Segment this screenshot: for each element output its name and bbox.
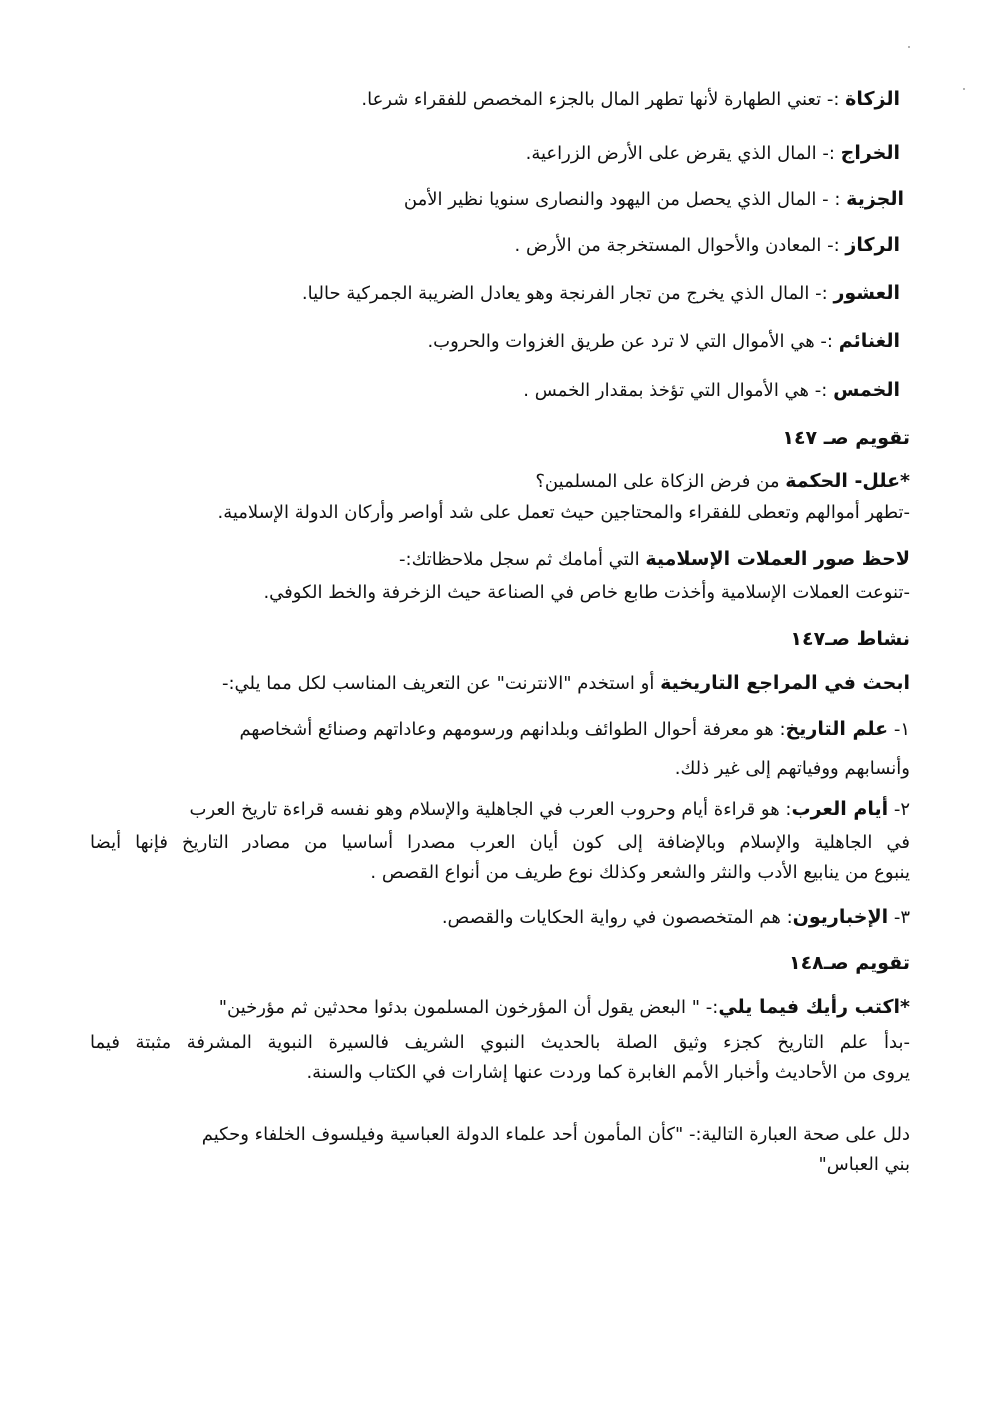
activity-keyword: ابحث في المراجع التاريخية: [660, 672, 910, 694]
question-opinion: [219, 994, 910, 1021]
item-number: ٣-: [888, 907, 910, 928]
question-text: من فرض الزكاة على المسلمين؟: [535, 471, 786, 492]
definition-term: الزكاة: [845, 88, 900, 110]
definition-jizya: [404, 186, 904, 213]
section-heading-activity-147: نشاط صـ١٤٧: [790, 628, 910, 650]
question-keyword: الحكمة: [785, 470, 848, 492]
definition-term: الخراج: [840, 142, 900, 164]
definition-text: : - المال الذي يحصل من اليهود والنصارى سنويا نظير الأمن: [403, 189, 841, 210]
activity-text: أو استخدم "الانترنت" عن التعريف المناسب لكل مما يلي:-: [221, 673, 661, 694]
answer-opinion-line-2: يروى من الأحاديث وأخبار الأمم الغابرة كما وردت عنها إشارات في الكتاب والسنة.: [306, 1062, 910, 1083]
definition-term: الخمس: [833, 379, 900, 401]
activity-item-1-line-2: وأنسابهم ووفياتهم إلى غير ذلك.: [674, 758, 910, 779]
question-keyword: لاحظ صور العملات الإسلامية: [645, 548, 910, 570]
item-text: : هو معرفة أحوال الطوائف وبلدانهم ورسومهم وعاداتهم وصنائع أشخاصهم: [239, 719, 786, 740]
question-text: :- " البعض يقول أن المؤرخون المسلمون بدئوا محدثين ثم مؤرخين": [218, 997, 719, 1018]
activity-item-2-line-2: في الجاهلية والإسلام وبالإضافة إلى كون أيان العرب مصدرا أساسيا من مصادر التاريخ فإنها أيضا: [90, 832, 910, 853]
definition-text: :- المعادن والأحوال المستخرجة من الأرض .: [514, 235, 840, 256]
definition-text: :- المال الذي يقرض على الأرض الزراعية.: [525, 143, 835, 164]
question-coins: [399, 546, 910, 573]
definition-term: الغنائم: [838, 330, 900, 352]
scan-speck: [963, 88, 965, 90]
activity-item-3: [442, 904, 910, 931]
activity-item-2-line-1: [190, 796, 911, 823]
question-keyword: *اكتب رأيك فيما يلي: [718, 996, 910, 1018]
item-number: ٢-: [888, 799, 910, 820]
definition-term: الجزية: [846, 188, 904, 210]
item-text: : هو قراءة أيام وحروب العرب في الجاهلية والإسلام وهو نفسه قراءة تاريخ العرب: [189, 799, 792, 820]
question-prove-line-1: دلل على صحة العبارة التالية:- "كأن المأمون أحد علماء الدولة العباسية وفيلسوف الخلفاء وحكيم: [201, 1124, 910, 1145]
definition-kharaj: [526, 140, 900, 167]
section-heading-eval-147: تقويم صـ ١٤٧: [782, 427, 910, 449]
activity-item-2-line-3: ينبوع من ينابيع الأدب والنثر والشعر وكذلك نوع طريف من أنواع القصص .: [370, 862, 910, 883]
answer-coins: -تنوعت العملات الإسلامية وأخذت طابع خاص في الصناعة حيث الزخرفة والخط الكوفي.: [263, 582, 910, 603]
definition-ushur: [302, 280, 900, 307]
item-term: أيام العرب: [791, 798, 889, 820]
item-term: علم التاريخ: [785, 718, 889, 740]
definition-term: الركاز: [845, 234, 900, 256]
definition-term: العشور: [833, 282, 900, 304]
definition-zakat: [361, 86, 900, 113]
question-prefix: *علل-: [847, 470, 910, 492]
definition-rikaz: [515, 232, 900, 259]
definition-ghanaim: [427, 328, 900, 355]
definition-khums: [523, 377, 900, 404]
question-prove-line-2: بني العباس": [818, 1154, 910, 1175]
item-text: : هم المتخصصون في رواية الحكايات والقصص.: [441, 907, 793, 928]
section-heading-eval-148: تقويم صـ١٤٨: [788, 952, 910, 974]
activity-intro: [222, 670, 910, 697]
definition-text: :- تعني الطهارة لأنها تطهر المال بالجزء المخصص للفقراء شرعا.: [361, 89, 840, 110]
question-wisdom-zakat: [535, 468, 910, 495]
definition-text: :- هي الأموال التي تؤخذ بمقدار الخمس .: [523, 380, 828, 401]
scan-speck: [908, 46, 910, 48]
definition-text: :- المال الذي يخرج من تجار الفرنجة وهو يعادل الضريبة الجمركية حاليا.: [301, 283, 828, 304]
answer-opinion-line-1: -بدأ علم التاريخ كجزء وثيق الصلة بالحديث النبوي الشريف فالسيرة النبوية المشرفة مثبتة فيما: [90, 1032, 910, 1053]
item-number: ١-: [888, 719, 910, 740]
activity-item-1-line-1: [239, 716, 910, 743]
definition-text: :- هي الأموال التي لا ترد عن طريق الغزوات والحروب.: [427, 331, 833, 352]
question-text: التي أمامك ثم سجل ملاحظاتك:-: [399, 549, 646, 570]
item-term: الإخباريون: [792, 906, 889, 928]
answer-wisdom-zakat: -تطهر أموالهم وتعطى للفقراء والمحتاجين حيث تعمل على شد أواصر وأركان الدولة الإسلامية.: [217, 502, 910, 523]
